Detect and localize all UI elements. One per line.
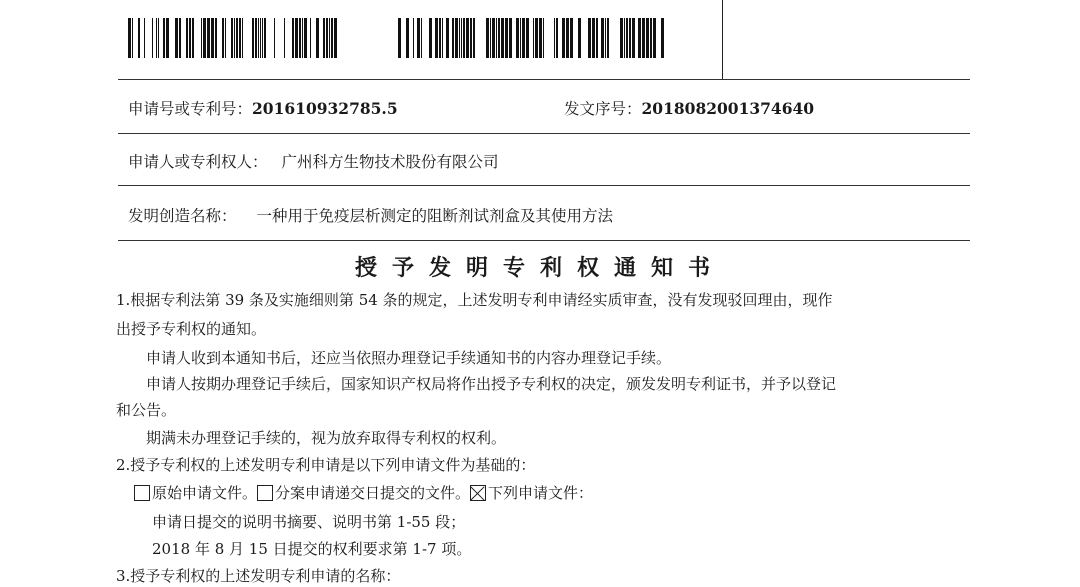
paragraph-1-line-2: 出授予专利权的通知。 bbox=[116, 320, 267, 338]
option-original-documents: 原始申请文件。 bbox=[152, 484, 258, 502]
dispatch-number-label: 发文序号： bbox=[564, 100, 642, 118]
application-number-field bbox=[128, 97, 398, 119]
invention-title-field bbox=[128, 204, 613, 226]
document-item-2: 2018 年 8 月 15 日提交的权利要求第 1-7 项。 bbox=[152, 540, 472, 558]
option-following-documents: 下列申请文件： bbox=[488, 484, 594, 502]
applicant-field bbox=[128, 150, 499, 172]
divider-1 bbox=[118, 79, 970, 80]
dispatch-number-field bbox=[564, 97, 814, 119]
paragraph-2: 申请人收到本通知书后，还应当依照办理登记手续通知书的内容办理登记手续。 bbox=[146, 349, 672, 367]
dispatch-number-value: 2018082001374640 bbox=[641, 99, 815, 118]
invention-title-value: 一种用于免疫层析测定的阻断剂试剂盒及其使用方法 bbox=[256, 207, 614, 225]
paragraph-3-line-1: 申请人按期办理登记手续后，国家知识产权局将作出授予专利权的决定，颁发发明专利证书，并予以登记 bbox=[146, 375, 837, 393]
option-divisional-documents: 分案申请递交日提交的文件。 bbox=[275, 484, 471, 502]
paragraph-3-line-2: 和公告。 bbox=[116, 401, 177, 419]
paragraph-4: 期满未办理登记手续的，视为放弃取得专利权的权利。 bbox=[146, 429, 507, 447]
document-options bbox=[134, 482, 593, 503]
vertical-divider bbox=[722, 0, 723, 80]
paragraph-1-line-1: 1.根据专利法第 39 条及实施细则第 54 条的规定，上述发明专利申请经实质审查，没有发现驳回理由，现作 bbox=[116, 291, 833, 309]
barcode-left bbox=[128, 18, 338, 58]
applicant-label: 申请人或专利权人： bbox=[128, 153, 268, 171]
divider-4 bbox=[118, 240, 970, 241]
checkbox-following-documents bbox=[470, 485, 486, 501]
application-number-value: 201610932785.5 bbox=[252, 99, 398, 118]
checkbox-original-documents bbox=[134, 485, 150, 501]
divider-3 bbox=[118, 185, 970, 186]
applicant-value: 广州科方生物技术股份有限公司 bbox=[281, 153, 499, 171]
invention-title-label: 发明创造名称： bbox=[128, 207, 237, 225]
paragraph-5: 2.授予专利权的上述发明专利申请是以下列申请文件为基础的： bbox=[116, 456, 536, 474]
application-number-label: 申请号或专利号： bbox=[128, 100, 253, 118]
paragraph-6: 3.授予专利权的上述发明专利申请的名称： bbox=[116, 567, 401, 585]
document-item-1: 申请日提交的说明书摘要、说明书第 1-55 段； bbox=[152, 513, 466, 531]
barcode-right bbox=[398, 18, 666, 58]
notice-title: 授予发明专利权通知书 bbox=[354, 255, 725, 281]
checkbox-divisional-documents bbox=[257, 485, 273, 501]
divider-2 bbox=[118, 133, 970, 134]
